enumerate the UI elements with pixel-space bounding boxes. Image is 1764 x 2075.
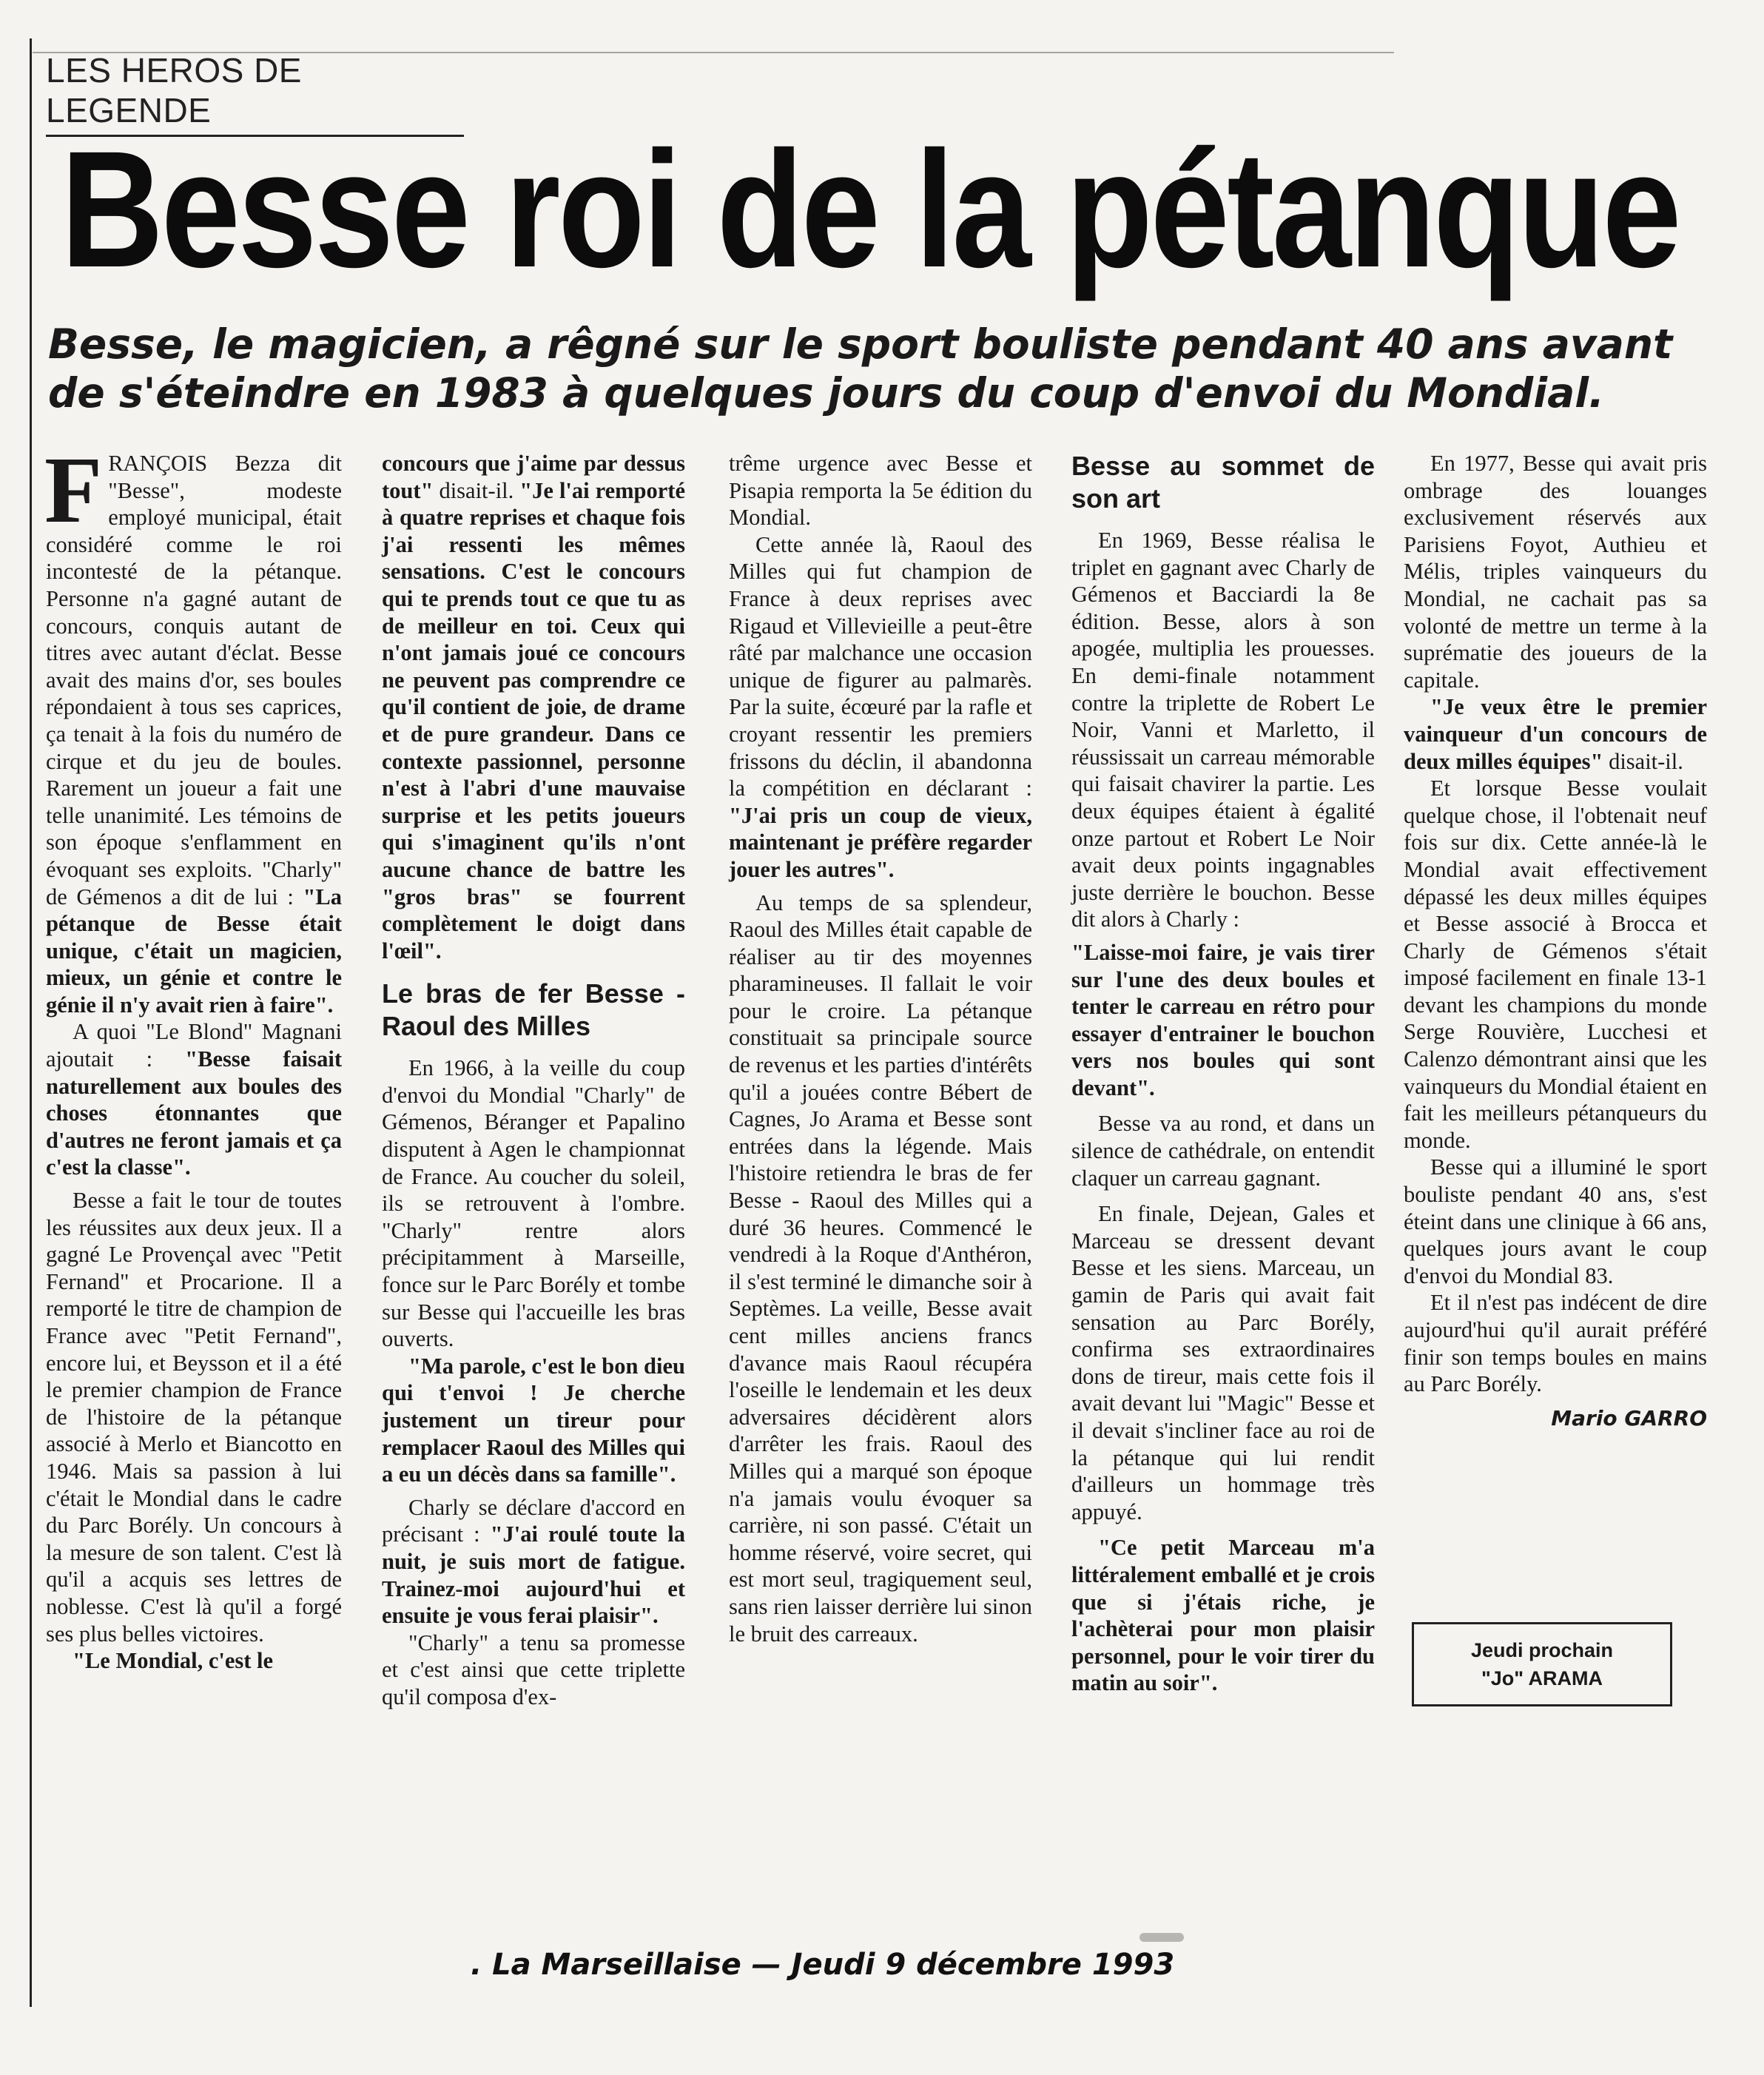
publication-footer: . La Marseillaise — Jeudi 9 décembre 1993: [471, 1948, 1175, 1982]
drop-cap: F: [44, 437, 103, 542]
article-column-2: [382, 450, 685, 1711]
paragraph: "Le Mondial, c'est le: [73, 1648, 274, 1674]
paragraph: Au temps de sa splendeur, Raoul des Milles était capable de réaliser au tir des moyennes pharamineuses. Il fallait le voir pour le croire. La pétanque constituait sa principale source de revenus et les parties d'intérêts qu'il a jouées contre Bébert de Cagnes, Jo Arama et Besse sont entrées dans la légende. Mais l'histoire retiendra le bras de fer Besse - Raoul des Milles qui a duré 36 heures. Commencé le vendredi à la Roque d'Anthéron, il s'est terminé le dimanche soir à Septèmes. La veille, Besse avait cent milles anciens francs d'avance mais Raoul récupéra l'oseille le lendemain et les deux adversaires décidèrent alors d'arrêter les frais. Raoul des Milles qui a marqué son époque n'a jamais voulu évoquer sa carrière, ni son passé. C'était un homme réservé, voire secret, qui est mort seul, tragiquement seul, sans rien laisser derrière lui sinon le bruit des carreaux.: [729, 889, 1032, 1647]
paragraph: Besse qui a illuminé le sport bouliste pendant 40 ans, s'est éteint dans une clinique à 66 ans, quelques jours avant le coup d'envoi du Mondial 83.: [1404, 1154, 1707, 1288]
headline: Besse roi de la pétanque: [61, 117, 1680, 302]
paragraph: Charly se déclare d'accord en précisant : "J'ai roulé toute la nuit, je suis mort de fatigue. Trainez-moi aujourd'hui et ensuite je vous ferai plaisir".: [382, 1494, 685, 1629]
paragraph: En finale, Dejean, Gales et Marceau se dressent devant Besse et les siens. Marceau, un gamin de Paris qui avait fait sensation au Parc Borély, confirma ses extraordinaires dons de tireur, mais cette fois il avait devant lui "Magic" Besse et il devait s'incliner face au roi de la pétanque qui lui rendit d'ailleurs un hommage très appuyé.: [1071, 1201, 1375, 1524]
paragraph: Besse a fait le tour de toutes les réussites aux deux jeux. Il a gagné Le Provençal avec "Petit Fernand" et Procarione. Il a remporté le titre de champion de France avec "Petit Fernand", encore lui, et Beysson et il a été le premier champion de France de l'histoire de la pétanque associé à Merlo et Biancotto en 1946. Mais sa passion à lui c'était le Mondial dans le cadre du Parc Borély. Un concours à la mesure de son talent. C'est là qu'il a acquis ses lettres de noblesse. C'est là qu'il a forgé ses plus belles victoires.: [46, 1188, 342, 1647]
byline: Mario GARRO: [1551, 1405, 1707, 1430]
paragraph: concours que j'aime par dessus tout" disait-il. "Je l'ai remporté à quatre reprises et chaque fois j'ai ressenti les mêmes sensations. C'est le concours qui te prends tout ce que tu as de meilleur en toi. Ceux qui n'ont jamais joué ce concours ne peuvent pas comprendre ce qu'il contient de joie, de drame et de pure grandeur. Dans ce contexte passionnel, personne n'est à l'abri d'une mauvaise surprise et les petits joueurs qui s'imaginent qu'ils n'ont aucune chance de battre les "gros bras" se fourrent complètement le doigt dans l'œil".: [382, 451, 685, 963]
paragraph: En 1977, Besse qui avait pris ombrage des louanges exclusivement réservés aux Parisiens Foyot, Authieu et Mélis, triples vainqueurs du Mondial, ne cachait pas sa volonté de mettre un terme à la suprématie des joueurs de la capitale.: [1404, 451, 1707, 693]
paragraph: "Je veux être le premier vainqueur d'un concours de deux milles équipes" disait-il.: [1404, 694, 1707, 774]
article-column-1: [44, 437, 342, 1675]
paragraph: "Ma parole, c'est le bon dieu qui t'envoi ! Je cherche justement un tireur pour remplacer Raoul des Milles qui a eu un décès dans sa famille".: [382, 1353, 685, 1487]
teaser-line: "Jo" ARAMA: [1481, 1667, 1603, 1689]
paragraph: Cette année là, Raoul des Milles qui fut champion de France à deux reprises avec Rigaud et Villevieille a peut-être râté par malchance une occasion unique de figurer au palmarès. Par la suite, écœuré par la rafle et croyant ressentir les premiers frissons du déclin, il abandonna la compétition en déclarant : "J'ai pris un coup de vieux, maintenant je préfère regarder jouer les autres".: [729, 531, 1032, 882]
paragraph: En 1969, Besse réalisa le triplet en gagnant avec Charly de Gémenos et Bacciardi la 8e édition. Besse, alors à son apogée, multiplia les prouesses. En demi-finale notamment contre la triplette de Robert Le Noir, Vanni et Marletto, il réussissait un carreau mémorable qui faisait chavirer la partie. Les deux équipes étaient à égalité onze partout et Robert Le Noir avait deux points ingagnables juste derrière le bouchon. Besse dit alors à Charly :: [1071, 528, 1375, 932]
paragraph: FRANÇOIS Bezza dit "Besse", modeste employé municipal, était considéré comme le roi incontesté de la pétanque. Personne n'a gagné autant de concours, conquis autant de titres avec autant d'éclat. Besse avait des mains d'or, ses boules répondaient à tous ses caprices, ça tenait à la fois du numéro de cirque et du jeu de boules. Rarement un joueur a fait une telle unanimité. Les témoins de son époque s'enflamment en évoquant ses exploits. "Charly" de Gémenos a dit de lui : "La pétanque de Besse était unique, c'était un magicien, mieux, un génie et contre le génie il n'y avait rien à faire".: [44, 437, 342, 1018]
paragraph: Et lorsque Besse voulait quelque chose, il l'obtenait neuf fois sur dix. Cette année-là le Mondial avait effectivement dépassé les deux milles équipes et Besse associé à Brocca et Charly de Gémenos s'était imposé facilement en finale 13-1 devant les champions du monde Serge Rouvière, Lucchesi et Calenzo démontrant ainsi que les vainqueurs du Mondial étaient en fait les meilleurs pétanqueurs du monde.: [1404, 776, 1707, 1153]
article-column-3: [729, 450, 1032, 1647]
paragraph: Et il n'est pas indécent de dire aujourd'hui qu'il aurait préféré finir son temps boules en mains au Parc Borély.: [1404, 1290, 1707, 1397]
paragraph: "Laisse-moi faire, je vais tirer sur l'une des deux boules et tenter le carreau en rétro pour essayer d'entrainer le bouchon vers nos boules qui sont devant".: [1071, 939, 1375, 1100]
section-kicker: LES HEROS DE LEGENDE: [46, 50, 464, 137]
subheading: Besse au sommet de son art: [1071, 451, 1375, 514]
subheading: Le bras de fer Besse - Raoul des Milles: [382, 978, 685, 1042]
deck-subtitle: Besse, le magicien, a rêgné sur le sport bouliste pendant 40 ans avant de s'éteindre en 1983 à quelques jours du coup d'envoi du Mondial.: [48, 320, 1673, 417]
paragraph: Besse va au rond, et dans un silence de cathédrale, on entendit claquer un carreau gagnant.: [1071, 1111, 1375, 1191]
paragraph: "Ce petit Marceau m'a littéralement emballé et je crois que si j'étais riche, je l'achèterai pour mon plaisir personnel, pour le voir tirer du matin au soir".: [1071, 1535, 1375, 1696]
paragraph: A quoi "Le Blond" Magnani ajoutait : "Besse faisait naturellement aux boules des choses étonnantes que d'autres ne feront jamais et ça c'est la classe".: [46, 1019, 342, 1180]
column-rule: [30, 38, 32, 2007]
teaser-line: Jeudi prochain: [1470, 1639, 1614, 1661]
article-column-5: [1404, 450, 1707, 1432]
paragraph: "Charly" a tenu sa promesse et c'est ainsi que cette triplette qu'il composa d'ex-: [382, 1630, 685, 1709]
next-week-teaser-box: [1412, 1622, 1672, 1706]
article-column-4: [1071, 450, 1375, 1697]
paragraph: trême urgence avec Besse et Pisapia remporta la 5e édition du Mondial.: [729, 451, 1032, 531]
scan-smudge: [1139, 1933, 1184, 1942]
paragraph: En 1966, à la veille du coup d'envoi du Mondial "Charly" de Gémenos, Béranger et Papalino disputent à Agen le championnat de France. Au coucher du soleil, ils se retrouvent à l'ombre. "Charly" rentre alors précipitamment à Marseille, fonce sur le Parc Borély et tombe sur Besse qui l'accueille les bras ouverts.: [382, 1055, 685, 1352]
